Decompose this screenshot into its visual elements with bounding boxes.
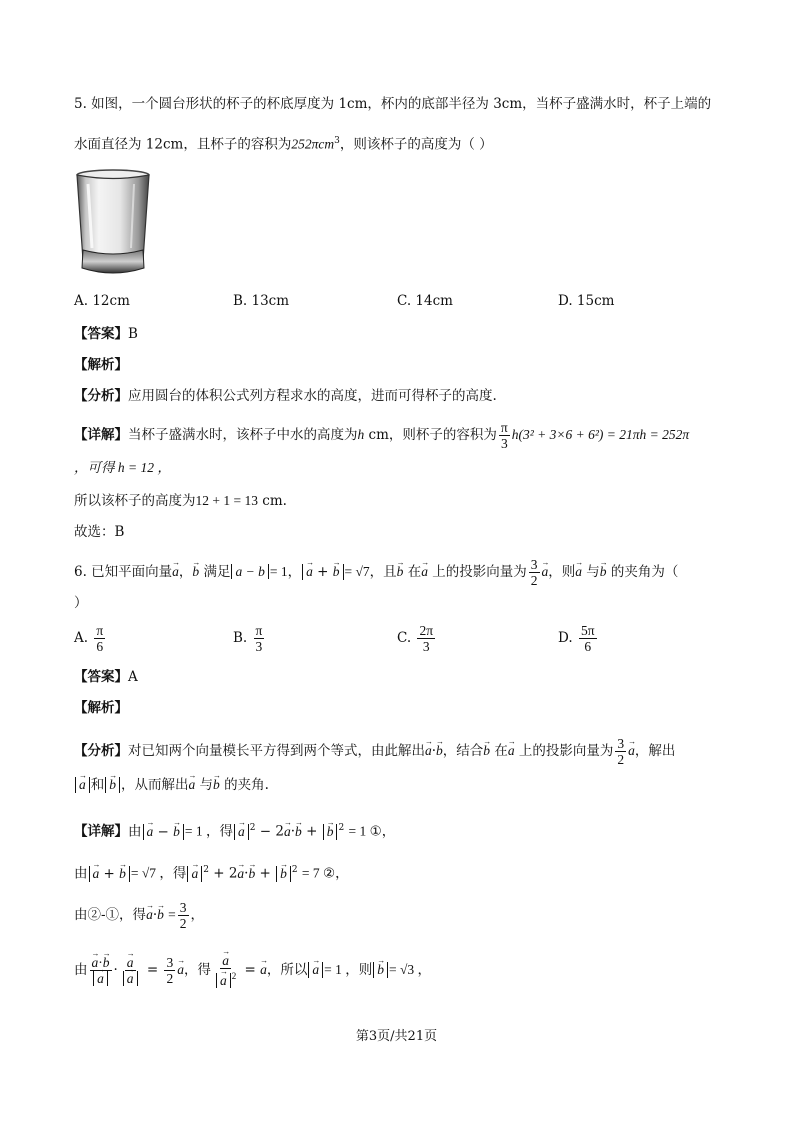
q5-volume-formula: h(3² + 3×6 + 6²) = 21πh = 252π bbox=[511, 427, 690, 442]
pi-over-3-fraction: $\frac{\pi}{3}$ bbox=[500, 420, 508, 451]
q5-volume: 252πcm bbox=[291, 136, 335, 152]
q5-fenxi: 【分析】应用圆台的体积公式列方程求水的高度，进而可得杯子的高度. bbox=[74, 388, 497, 404]
q5-detail-line3: 所以该杯子的高度为12 + 1 = 13 cm. bbox=[74, 493, 287, 509]
page-footer: 第3页/共21页 bbox=[355, 1029, 438, 1044]
q6-stem-line1: 6. 已知平面向量→ a，→ b 满足 a − b = 1，→ a + → b = √7，且→ b 在→ a 上的投影向量为 $\frac{3}{2}$ → a，则→ a 与→ b 的夹角为（ bbox=[74, 557, 678, 588]
q5-analysis-heading: 【解析】 bbox=[74, 357, 128, 373]
q6-answer: 【答案】A bbox=[74, 669, 138, 685]
q6-detail-line1: 【详解】由→ a − → b = 1 ，得→ a $^2$ − 2→ a·→ b + → b $^2$ = 1 ①， bbox=[74, 818, 395, 842]
q5-option-a: A. 12cm bbox=[74, 293, 130, 309]
q5-option-b: B. 13cm bbox=[233, 293, 290, 309]
q6-stem-line2: ） bbox=[74, 595, 88, 611]
q6-detail-line4: 由 → a·→ b → a · → a → a = $\frac{3}{2}$ → a，得 → a → a $^2$ = → a，所以→ a = 1 ，则→ b = √3 ， bbox=[74, 953, 431, 988]
q6-detail-line3: 由②-①，得→ a·→ b = $\frac{3}{2}$ ， bbox=[74, 900, 204, 931]
q5-detail: 【详解】当杯子盛满水时，该杯子中水的高度为h cm，则杯子的容积为 $\frac{\pi}{3}$ h(3² + 3×6 + 6²) = 21πh = 252π bbox=[74, 420, 690, 451]
q6-analysis-heading: 【解析】 bbox=[74, 700, 128, 716]
q6-option-c: C. $\frac{2\pi}{3}$ bbox=[397, 623, 434, 654]
q6-option-b: B. $\frac{\pi}{3}$ bbox=[233, 623, 263, 654]
q5-conclusion: 故选：B bbox=[74, 524, 125, 540]
q6-option-d: D. $\frac{5\pi}{6}$ bbox=[558, 623, 595, 654]
q5-stem-line1: 5. 如图，一个圆台形状的杯子的杯底厚度为 1cm，杯内的底部半径为 3cm，当杯子盛满水时，杯子上端的 bbox=[74, 96, 712, 112]
q6-fenxi-line1: 【分析】对已知两个向量模长平方得到两个等式，由此解出→ a·→ b，结合→ b 在→ a 上的投影向量为 $\frac{3}{2}$ → a，解出 bbox=[74, 736, 675, 767]
cup-image bbox=[74, 168, 152, 276]
q6-detail-line2: 由→ a + → b = √7 ，得→ a $^2$ + 2→ a·→ b + → b $^2$ = 7 ②， bbox=[74, 860, 349, 884]
q5-option-d: D. 15cm bbox=[558, 293, 615, 309]
q6-fenxi-line2: → a 和→ b ，从而解出→ a 与→ b 的夹角. bbox=[74, 775, 269, 795]
q6-option-a: A. $\frac{\pi}{6}$ bbox=[74, 623, 104, 654]
q5-option-c: C. 14cm bbox=[397, 293, 453, 309]
q5-answer: 【答案】B bbox=[74, 326, 138, 342]
q5-detail-line2: ，可得 h = 12 ， bbox=[74, 460, 171, 475]
q5-stem-line2: 水面直径为 12cm，且杯子的容积为252πcm$^3$，则该杯子的高度为（ ） bbox=[74, 136, 493, 153]
